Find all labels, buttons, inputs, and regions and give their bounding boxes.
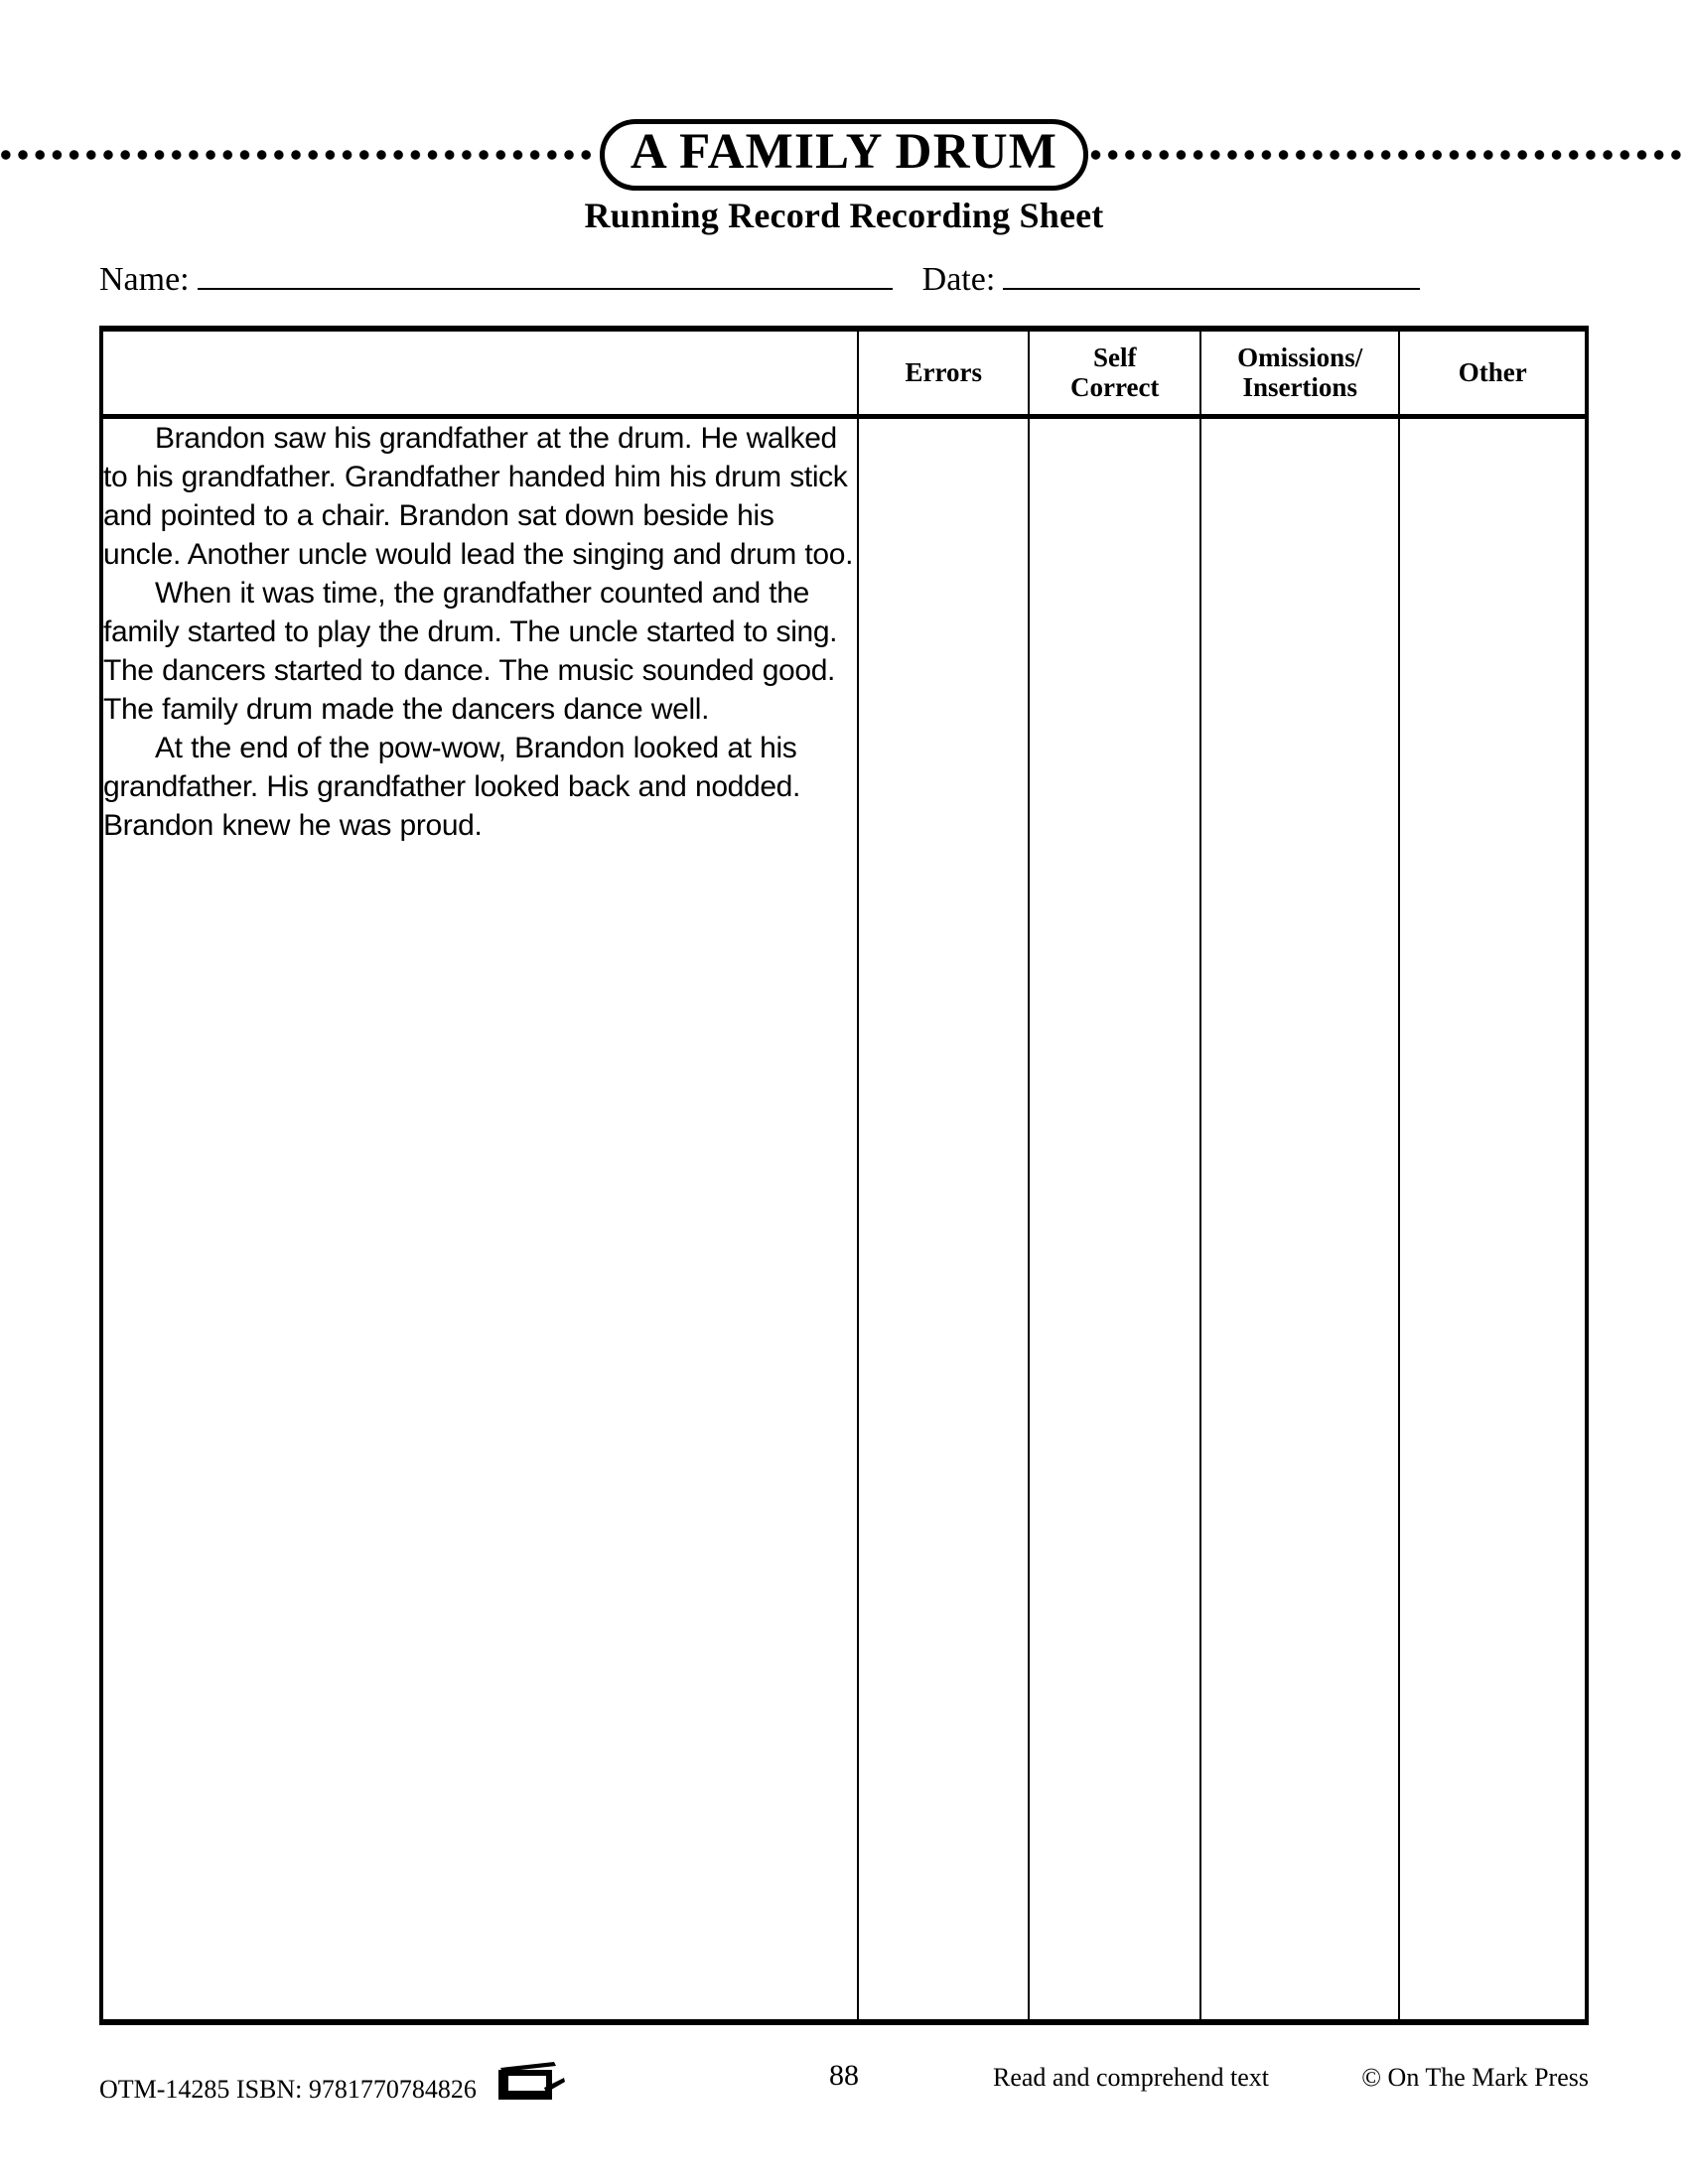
column-header-passage: [101, 329, 858, 416]
passage-cell: [101, 416, 858, 2022]
name-label: Name:: [99, 261, 190, 298]
title-banner: [0, 117, 1688, 193]
page-footer: [99, 2057, 1589, 2116]
column-header-errors: Errors: [858, 329, 1029, 416]
passage-paragraph-2: When it was time, the grandfather counted and the family started to play the drum. The uncle started to sing. The dancers started to dance. The music sounded good. The family drum made the dancers dance well.: [103, 576, 838, 726]
date-label: Date:: [921, 261, 996, 298]
page-title: A FAMILY DRUM: [630, 123, 1058, 180]
footer-product-code: OTM-14285 ISBN: 9781770784826: [99, 2074, 477, 2104]
running-record-table: [99, 326, 1589, 2025]
column-header-self-correct: [1029, 329, 1199, 416]
passage-paragraph-3: At the end of the pow-wow, Brandon looked at his grandfather. His grandfather looked back and nodded. Brandon knew he was proud.: [103, 731, 800, 842]
self-correct-entry-cell[interactable]: [1029, 416, 1199, 2022]
name-date-row: [99, 260, 1589, 304]
dotted-rule-left-icon: [0, 117, 598, 193]
table-header-row: [101, 329, 1587, 416]
omissions-insertions-entry-cell[interactable]: [1200, 416, 1400, 2022]
dotted-rule-right-icon: [1090, 117, 1688, 193]
footer-copyright: © On The Mark Press: [1361, 2063, 1589, 2092]
date-input[interactable]: [1003, 260, 1420, 290]
footer-page-number: 88: [829, 2059, 859, 2092]
reading-passage: [103, 419, 857, 845]
name-input[interactable]: [198, 260, 893, 290]
title-pill: [600, 119, 1088, 191]
page-subtitle: Running Record Recording Sheet: [584, 196, 1104, 235]
column-header-omissions-line1: Omissions/: [1237, 342, 1363, 373]
passage-paragraph-1: Brandon saw his grandfather at the drum. He walked to his grandfather. Grandfather handed him his drum stick and pointed to a chair. Brandon sat down beside his uncle. Another uncle would lead the singing and drum too.: [103, 421, 854, 571]
column-header-other: Other: [1399, 329, 1587, 416]
column-header-self-correct-line2: Correct: [1069, 372, 1160, 403]
other-entry-cell[interactable]: [1399, 416, 1587, 2022]
column-header-omissions-insertions: [1200, 329, 1400, 416]
footer-product-code-group: [99, 2063, 566, 2116]
drum-logo-icon: [494, 2060, 566, 2113]
errors-entry-cell[interactable]: [858, 416, 1029, 2022]
column-header-omissions-line2: Insertions: [1242, 372, 1357, 403]
column-header-self-correct-line1: Self: [1092, 342, 1137, 373]
table-body-row: [101, 416, 1587, 2022]
footer-skill-label: Read and comprehend text: [993, 2063, 1269, 2092]
